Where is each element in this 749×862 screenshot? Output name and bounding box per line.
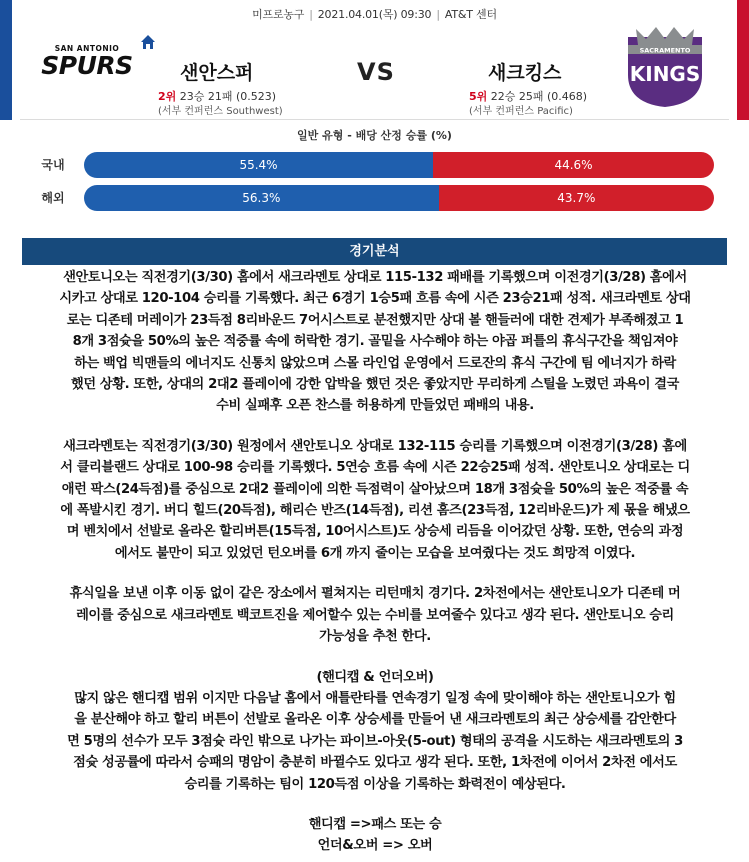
text-line: 8개 3점슛을 50%의 높은 적중률 속에 허락한 경기. 골밑을 사수해야 하는 야곱 퍼틀의 휴식구간을 책임져야: [72, 334, 678, 350]
vs-label: VS: [357, 58, 395, 86]
home-win-pct-bar: 55.4%: [84, 152, 433, 178]
picks: [14, 814, 736, 857]
text-line: 수비 실패후 오픈 찬스를 허용하게 만들었던 패배의 내용.: [216, 398, 534, 414]
text-line: 많지 않은 핸디캡 범위 이지만 다음날 홈에서 애틀란타를 연속경기 일정 속에 맞이해야 하는 샌안토니오가 힘: [74, 690, 676, 706]
odds-bar: [84, 152, 714, 178]
text-line: 언더&오버 => 오버: [317, 838, 433, 854]
text-line: 하는 백업 빅맨들의 에너지도 신통치 않았으며 스몰 라인업 운영에서 드로잔의 휴식 구간에 팀 에너지가 하락: [74, 355, 676, 371]
text-line: 에서도 불만이 되고 있었던 턴오버를 6개 까지 줄이는 모습을 보여줬다는 것도 희망적 이였다.: [114, 545, 636, 561]
match-datetime: 2021.04.01(목) 09:30: [317, 8, 432, 21]
text-line: 승리를 기록하는 팀이 120득점 이상을 기록하는 화력전이 예상된다.: [184, 776, 566, 792]
away-win-pct-bar: 44.6%: [433, 152, 714, 178]
odds-row-domestic: [30, 152, 690, 178]
text-line: 면 5명의 선수가 모두 3점슛 라인 밖으로 나가는 파이브-아웃(5-out) 형태의 공격을 시도하는 새크라멘토의 3: [67, 733, 683, 749]
paragraph-handicap: [14, 688, 736, 795]
kings-logo: [622, 23, 708, 109]
venue-label: AT&T 센터: [444, 8, 497, 21]
header-divider: [20, 119, 729, 120]
text-line: 애런 팍스(24득점)를 중심으로 2대2 플레이에 의한 득점력이 살아났으며 18개 3점슛을 50%의 높은 적중률 속: [61, 481, 689, 497]
away-team-name: 새크킹스: [488, 62, 562, 84]
kings-logo-top: SACRAMENTO: [639, 46, 691, 55]
text-line: 에 폭발시킨 경기. 버디 힐드(20득점), 해리슨 반즈(14득점), 리션 홈즈(23득점, 12리바운드)가 제 몫을 해냈으: [60, 503, 690, 519]
home-rank: 2위: [158, 90, 177, 103]
home-win-pct-bar: 56.3%: [84, 185, 439, 211]
home-conference: (서부 컨퍼런스 Southwest): [158, 106, 283, 117]
analysis-header: 경기분석: [22, 238, 727, 265]
away-conference: (서부 컨퍼런스 Pacific): [469, 106, 573, 117]
handicap-title: (핸디캡 & 언더오버): [316, 669, 434, 685]
text-line: 서 클리블랜드 상대로 100-98 승리를 기록했다. 5연승 흐름 속에 시즌 22승25패 성적. 샌안토니오 상대로는 디: [60, 460, 690, 476]
text-line: 을 분산해야 하고 할리 버튼이 선발로 올라온 이후 상승세를 만들어 낸 새크라멘토의 최근 상승세를 감안한다: [74, 712, 676, 728]
match-meta: [0, 6, 749, 22]
home-record-text: 23승 21패 (0.523): [179, 90, 277, 103]
away-win-pct-bar: 43.7%: [439, 185, 714, 211]
odds-bar: [84, 185, 714, 211]
text-line: 휴식일을 보낸 이후 이동 없이 같은 장소에서 펼쳐지는 리턴매치 경기다. 2차전에서는 샌안토니오가 디존테 머: [69, 586, 681, 602]
away-rank: 5위: [469, 90, 488, 103]
spurs-logo-word: SPURS: [41, 51, 133, 80]
paragraph-outlook: [14, 583, 736, 647]
text-line: 시카고 상대로 120-104 승리를 기록했다. 최근 6경기 1승5패 흐름 속에 시즌 23승21패 성적. 새크라멘토 상대: [59, 291, 691, 307]
text-line: 레이를 중심으로 새크라멘토 백코트진을 제어할수 있는 수비를 보여줄수 있다고 생각 된다. 샌안토니오 승리: [76, 607, 674, 623]
odds-row-label: 해외: [41, 191, 65, 205]
text-line: 며 벤치에서 선발로 올라온 할리버튼(15득점, 10어시스트)도 상승세 리듬을 이어갔던 상황. 또한, 연승의 과정: [66, 524, 684, 540]
spurs-logo-top: SAN ANTONIO: [54, 44, 120, 53]
odds-title: 일반 유형 - 배당 산정 승률 (%): [297, 129, 452, 142]
text-line: 핸디캡 =>패스 또는 승: [308, 816, 442, 832]
paragraph-kings: [14, 436, 736, 564]
text-line: 했던 상황. 또한, 상대의 2대2 플레이에 강한 압박을 했던 것은 좋았지만 무리하게 스틸을 노렸던 과욕이 결국: [71, 377, 679, 393]
text-line: 샌안토니오는 직전경기(3/30) 홈에서 새크라멘토 상대로 115-132 패배를 기록했으며 이전경기(3/28) 홈에서: [63, 270, 687, 285]
odds-row-overseas: [30, 185, 690, 211]
spurs-logo: [38, 44, 136, 82]
paragraph-spurs: [14, 267, 736, 417]
odds-row-label: 국내: [41, 158, 65, 172]
text-line: 새크라멘토는 직전경기(3/30) 원정에서 샌안토니오 상대로 132-115 승리를 기록했으며 이전경기(3/28) 홈에: [63, 438, 687, 454]
text-line: 점슛 성공률에 따라서 승패의 명암이 충분히 바뀔수도 있다고 생각 된다. 또한, 1차전에 이어서 2차전 에서도: [73, 755, 677, 771]
league-label: 미프로농구: [252, 8, 305, 21]
away-record-text: 22승 25패 (0.468): [490, 90, 588, 103]
home-team-name: 샌안스퍼: [180, 62, 254, 84]
analysis-article: [14, 267, 736, 857]
kings-logo-word: KINGS: [629, 62, 701, 86]
text-line: 가능성을 추천 한다.: [319, 629, 431, 645]
text-line: 로는 디존테 머레이가 23득점 8리바운드 7어시스트로 분전했지만 상대 볼 핸들러에 대한 견제가 부족해졌고 1: [66, 312, 684, 328]
meta-separator: |: [436, 8, 440, 21]
home-icon: [140, 34, 156, 50]
meta-separator: |: [309, 8, 313, 21]
